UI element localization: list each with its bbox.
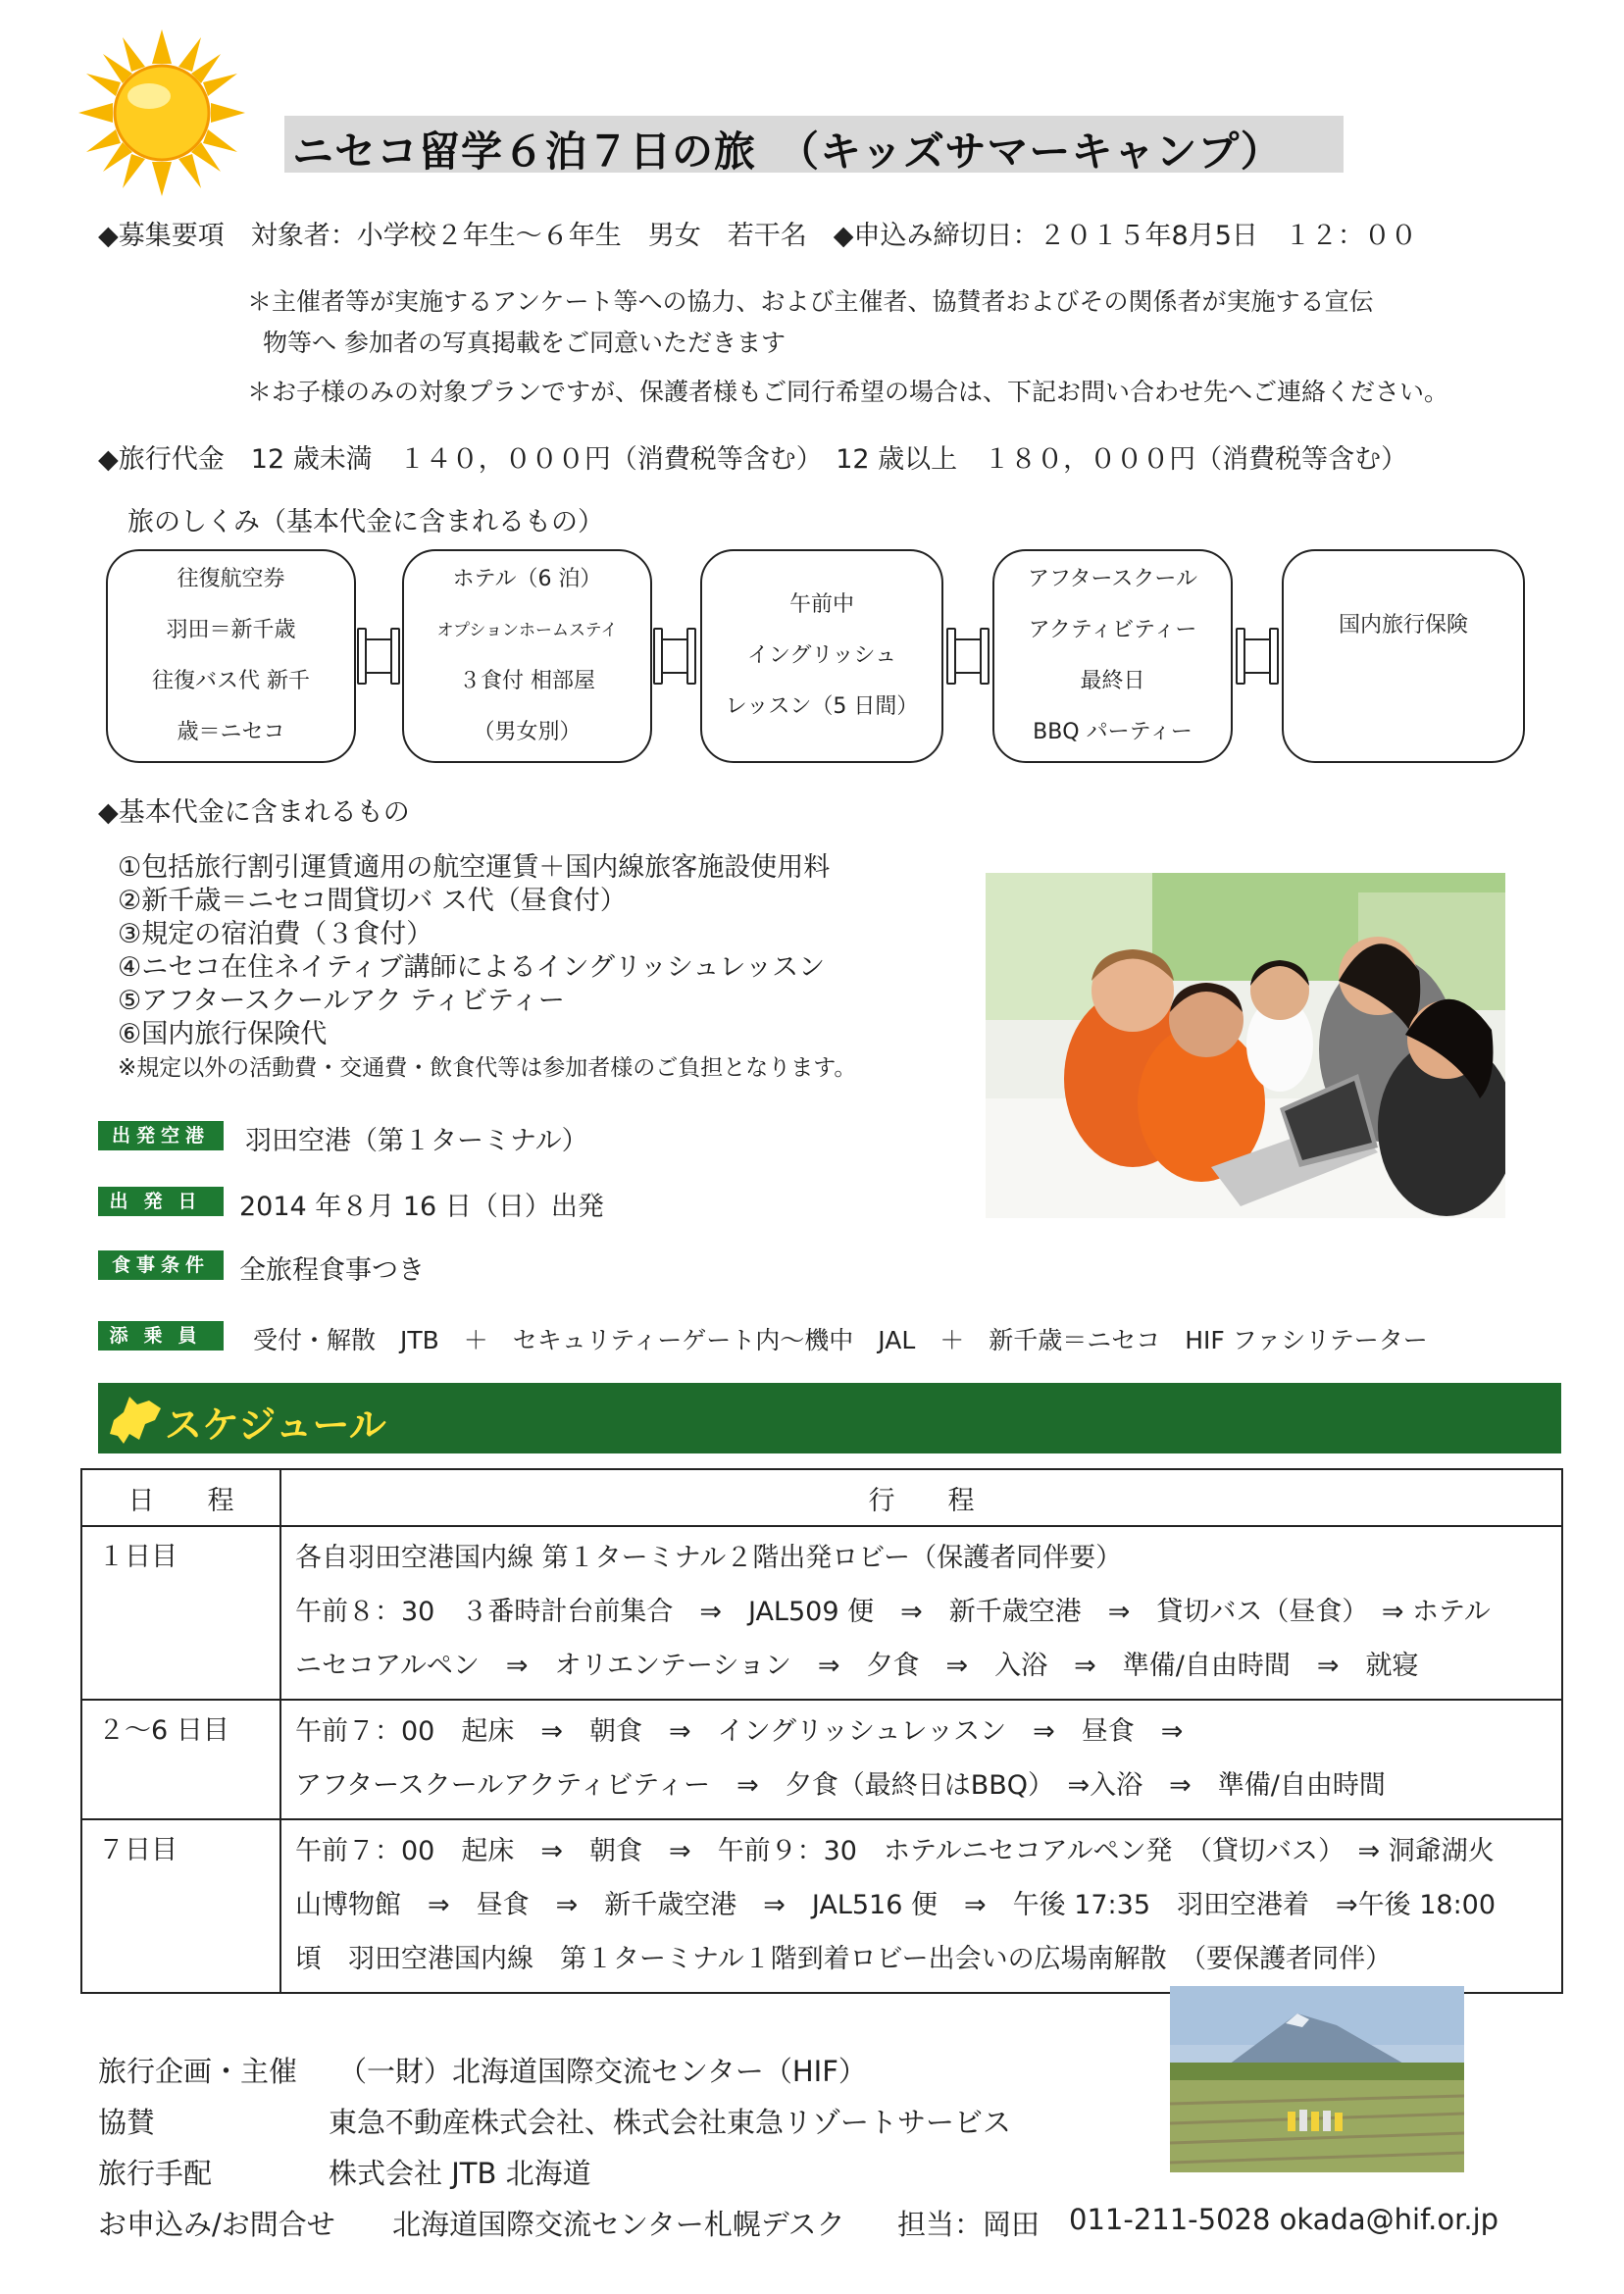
photo-children-laptop	[986, 873, 1505, 1218]
sponsor-label: 協賛	[98, 2106, 156, 2139]
recruit-note-1b: 物等へ 参加者の写真掲載をご同意いただきます	[263, 329, 786, 357]
tour-staff: 受付・解散 JTB ＋ セキュリティーゲート内～機中 JAL ＋ 新千歳＝ニセコ HIF ファシリテーター	[253, 1326, 1428, 1354]
recruit-line: ◆募集要項 対象者：小学校２年生～６年生 男女 若干名 ◆申込み締切日：２０１５年8月5日 １２：００	[98, 221, 1417, 251]
box-line: 最終日	[1080, 669, 1145, 693]
structure-box-flight	[106, 549, 356, 763]
box-line: レッスン（5 日間）	[725, 694, 919, 719]
box-line: （男女別）	[473, 720, 582, 744]
included-note: ※規定以外の活動費・交通費・飲食代等は参加者様のご負担となります。	[118, 1055, 857, 1081]
schedule-table	[80, 1468, 1563, 1994]
arranger: 株式会社 JTB 北海道	[329, 2157, 591, 2190]
organizer: （一財）北海道国際交流センター（HIF）	[338, 2055, 867, 2088]
contact-label: お申込み/お問合せ	[98, 2208, 335, 2241]
recruit-note-2: ＊お子様のみの対象プランですが、保護者様もご同行希望の場合は、下記お問い合わせ先へご連絡ください。	[247, 378, 1449, 406]
structure-box-hotel	[402, 549, 652, 763]
structure-box-activity	[992, 549, 1233, 763]
departure-date: 2014 年８月 16 日（日）出発	[239, 1192, 604, 1222]
departure-airport: 羽田空港（第１ターミナル）	[245, 1126, 588, 1156]
itinerary-line: アフタースクールアクティビティー ⇒ 夕食（最終日はBBQ） ⇒入浴 ⇒ 準備/自由時間	[295, 1770, 1386, 1801]
schedule-title: スケジュール	[165, 1403, 386, 1447]
table-header-row	[81, 1469, 1562, 1526]
included-list	[118, 851, 856, 1085]
organizer-label: 旅行企画・主催	[98, 2055, 298, 2088]
contact-tel-email: 011-211-5028 okada@hif.or.jp	[1069, 2203, 1499, 2236]
day-cell: ７日目	[81, 1819, 280, 1993]
itinerary-line: ニセコアルペン ⇒ オリエンテーション ⇒ 夕食 ⇒ 入浴 ⇒ 準備/自由時間 ⇒ 就寝	[295, 1651, 1419, 1681]
itinerary-cell	[280, 1526, 1562, 1700]
table-row	[81, 1819, 1562, 1993]
itinerary-line: 午前８：30 ３番時計台前集合 ⇒ JAL509 便 ⇒ 新千歳空港 ⇒ 貸切バス（昼食） ⇒ ホテル	[295, 1597, 1491, 1627]
included-item: ④ニセコ在住ネイティブ講師によるイングリッシュレッスン	[118, 952, 826, 983]
itinerary-line: 午前７：00 起床 ⇒ 朝食 ⇒ イングリッシュレッスン ⇒ 昼食 ⇒	[295, 1716, 1184, 1747]
col-header-itinerary: 行 程	[280, 1469, 1562, 1526]
box-line: アフタースクール	[1028, 567, 1197, 591]
included-item: ⑤アフタースクールアク ティビティー	[118, 986, 565, 1016]
label-departure-airport: 出発空港	[98, 1121, 224, 1150]
box-line: 歳＝ニセコ	[177, 720, 285, 744]
connector-icon	[363, 638, 394, 674]
arranger-label: 旅行手配	[98, 2157, 213, 2190]
sponsor: 東急不動産株式会社、株式会社東急リゾートサービス	[329, 2106, 1012, 2139]
structure-box-insurance	[1282, 549, 1525, 763]
box-line: アクティビティー	[1028, 618, 1197, 642]
hokkaido-map-icon	[106, 1391, 165, 1448]
contact-person: 担当：岡田	[897, 2208, 1040, 2241]
structure-box-lesson	[700, 549, 943, 763]
itinerary-line: 各自羽田空港国内線 第１ターミナル２階出発ロビー（保護者同伴要）	[295, 1543, 1123, 1573]
recruit-note-1a: ＊主催者等が実施するアンケート等への協力、および主催者、協賛者およびその関係者が実施する宣伝	[247, 287, 1374, 316]
box-line: BBQ パーティー	[1033, 720, 1193, 744]
table-row	[81, 1526, 1562, 1700]
included-heading: ◆基本代金に含まれるもの	[98, 797, 410, 828]
box-line: 午前中	[788, 592, 854, 617]
included-item: ①包括旅行割引運賃適用の航空運賃＋国内線旅客施設使用料	[118, 852, 831, 883]
connector-icon	[659, 638, 690, 674]
connector-icon	[1242, 638, 1273, 674]
table-row	[81, 1700, 1562, 1819]
included-item: ⑥国内旅行保険代	[118, 1019, 328, 1049]
itinerary-line: 午前７：00 起床 ⇒ 朝食 ⇒ 午前９：30 ホテルニセコアルペン発 （貸切バス） ⇒ 洞爺湖火	[295, 1836, 1495, 1866]
price-line: ◆旅行代金 12 歳未満 １４０，０００円（消費税等含む） 12 歳以上 １８０，０００円（消費税等含む）	[98, 444, 1408, 475]
label-tour-staff: 添乗員	[98, 1321, 224, 1351]
meal-conditions: 全旅程食事つき	[239, 1255, 425, 1286]
included-item: ③規定の宿泊費（３食付）	[118, 919, 433, 949]
sun-illustration	[78, 29, 245, 196]
itinerary-line: 頃 羽田空港国内線 第１ターミナル１階到着ロビー出会いの広場南解散 （要保護者同伴）	[295, 1944, 1393, 1974]
label-departure-date: 出発日	[98, 1187, 224, 1216]
photo-field-mountain	[1170, 1986, 1464, 2172]
box-line: 往復航空券	[177, 567, 285, 591]
box-line: 往復バス代 新千	[152, 669, 310, 693]
label-meal-conditions: 食事条件	[98, 1250, 224, 1280]
day-cell: １日目	[81, 1526, 280, 1700]
structure-heading: 旅のしくみ（基本代金に含まれるもの）	[127, 507, 604, 537]
day-cell: ２～6 日目	[81, 1700, 280, 1819]
box-line: ホテル（6 泊）	[452, 567, 602, 591]
included-item: ②新千歳＝ニセコ間貸切バ ス代（昼食付）	[118, 886, 627, 916]
box-line: イングリッシュ	[746, 643, 897, 668]
page-title: ニセコ留学６泊７日の旅 （キッズサマーキャンプ）	[292, 127, 1283, 176]
itinerary-cell	[280, 1819, 1562, 1993]
itinerary-line: 山博物館 ⇒ 昼食 ⇒ 新千歳空港 ⇒ JAL516 便 ⇒ 午後 17:35 羽田空港着 ⇒午後 18:00	[295, 1890, 1497, 1920]
box-line: オプションホームステイ	[436, 621, 618, 640]
col-header-day: 日 程	[81, 1469, 280, 1526]
box-line: 国内旅行保険	[1338, 613, 1468, 637]
box-line: 羽田＝新千歳	[166, 618, 296, 642]
connector-icon	[952, 638, 984, 674]
box-line: ３食付 相部屋	[459, 669, 595, 693]
contact-org: 北海道国際交流センター札幌デスク	[392, 2208, 845, 2241]
itinerary-cell	[280, 1700, 1562, 1819]
